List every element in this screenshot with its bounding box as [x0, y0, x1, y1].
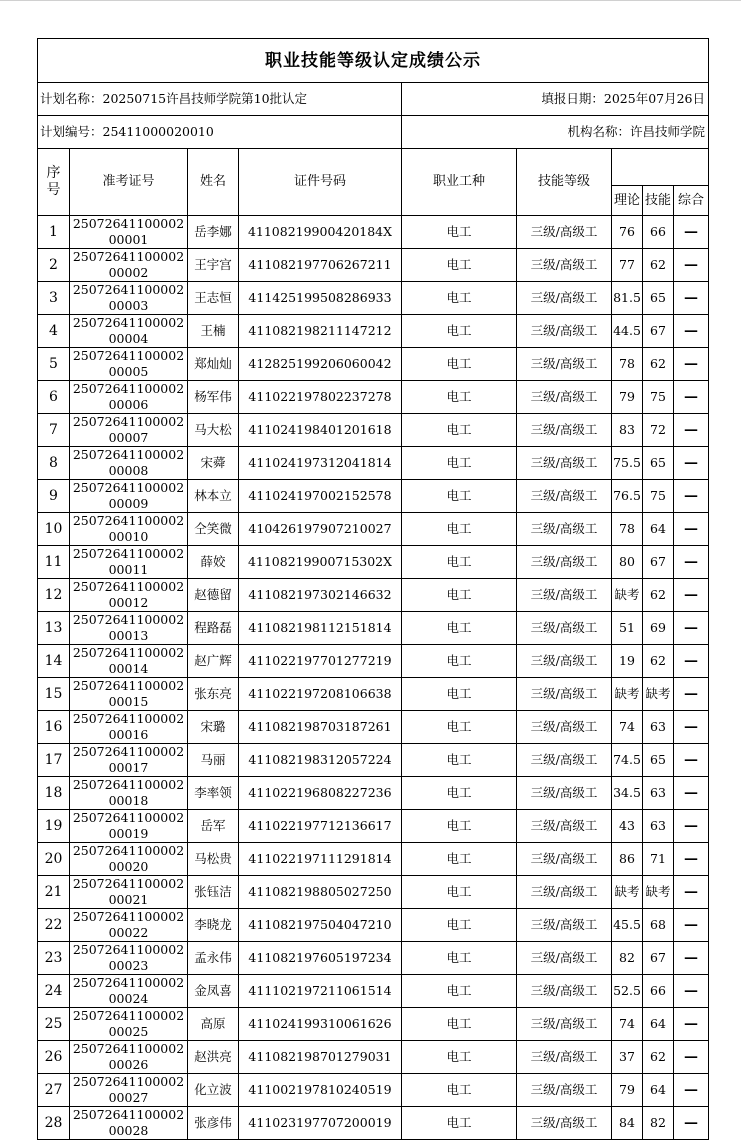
row-exam-no: 2507264110000200011 [70, 546, 188, 579]
row-id-no: 411024197312041814 [239, 447, 402, 480]
header-level: 技能等级 [517, 149, 612, 216]
row-exam-no: 2507264110000200021 [70, 876, 188, 909]
row-id-no: 411082198211147212 [239, 315, 402, 348]
row-overall: — [674, 546, 709, 579]
row-skill: 66 [643, 216, 674, 249]
row-theory: 84 [612, 1107, 643, 1140]
row-seq: 14 [38, 645, 70, 678]
table-row [38, 678, 709, 711]
table-row [38, 513, 709, 546]
row-id-no: 411082197605197234 [239, 942, 402, 975]
table-row [38, 579, 709, 612]
row-skill: 62 [643, 1041, 674, 1074]
row-overall: — [674, 480, 709, 513]
row-theory: 51 [612, 612, 643, 645]
table-row [38, 711, 709, 744]
row-name: 化立波 [188, 1074, 239, 1107]
row-name: 马丽 [188, 744, 239, 777]
header-score-group [612, 149, 709, 186]
row-theory: 74.5 [612, 744, 643, 777]
row-level: 三级/高级工 [517, 447, 612, 480]
row-seq: 24 [38, 975, 70, 1008]
row-level: 三级/高级工 [517, 282, 612, 315]
row-overall: — [674, 711, 709, 744]
table-row [38, 810, 709, 843]
row-overall: — [674, 348, 709, 381]
row-id-no: 411024197002152578 [239, 480, 402, 513]
row-overall: — [674, 579, 709, 612]
row-seq: 27 [38, 1074, 70, 1107]
row-theory: 43 [612, 810, 643, 843]
row-exam-no: 2507264110000200001 [70, 216, 188, 249]
table-row [38, 546, 709, 579]
row-level: 三级/高级工 [517, 843, 612, 876]
row-occupation: 电工 [402, 711, 517, 744]
table-row [38, 1008, 709, 1041]
row-level: 三级/高级工 [517, 711, 612, 744]
row-skill: 68 [643, 909, 674, 942]
table-row [38, 744, 709, 777]
row-overall: — [674, 909, 709, 942]
row-name: 赵洪亮 [188, 1041, 239, 1074]
row-occupation: 电工 [402, 579, 517, 612]
table-row [38, 216, 709, 249]
row-theory: 75.5 [612, 447, 643, 480]
row-occupation: 电工 [402, 1041, 517, 1074]
header-id-no: 证件号码 [239, 149, 402, 216]
header-overall: 综合 [674, 186, 709, 216]
table-row [38, 909, 709, 942]
fill-date: 填报日期：2025年07月26日 [402, 83, 709, 116]
row-name: 王志恒 [188, 282, 239, 315]
row-theory: 缺考 [612, 876, 643, 909]
row-level: 三级/高级工 [517, 645, 612, 678]
row-overall: — [674, 513, 709, 546]
row-occupation: 电工 [402, 447, 517, 480]
row-level: 三级/高级工 [517, 909, 612, 942]
row-skill: 62 [643, 645, 674, 678]
row-occupation: 电工 [402, 216, 517, 249]
table-row [38, 447, 709, 480]
row-name: 李率领 [188, 777, 239, 810]
row-id-no: 411002197810240519 [239, 1074, 402, 1107]
row-exam-no: 2507264110000200028 [70, 1107, 188, 1140]
row-exam-no: 2507264110000200020 [70, 843, 188, 876]
row-occupation: 电工 [402, 381, 517, 414]
row-skill: 63 [643, 777, 674, 810]
row-overall: — [674, 381, 709, 414]
row-occupation: 电工 [402, 678, 517, 711]
row-occupation: 电工 [402, 249, 517, 282]
row-overall: — [674, 282, 709, 315]
table-row [38, 777, 709, 810]
row-skill: 65 [643, 282, 674, 315]
row-seq: 5 [38, 348, 70, 381]
row-overall: — [674, 612, 709, 645]
row-id-no: 411082198701279031 [239, 1041, 402, 1074]
row-occupation: 电工 [402, 744, 517, 777]
row-skill: 67 [643, 942, 674, 975]
row-occupation: 电工 [402, 315, 517, 348]
row-seq: 25 [38, 1008, 70, 1041]
row-name: 张钰洁 [188, 876, 239, 909]
table-row [38, 249, 709, 282]
row-level: 三级/高级工 [517, 1107, 612, 1140]
row-occupation: 电工 [402, 1074, 517, 1107]
row-theory: 19 [612, 645, 643, 678]
row-overall: — [674, 843, 709, 876]
row-level: 三级/高级工 [517, 414, 612, 447]
row-theory: 44.5 [612, 315, 643, 348]
row-theory: 52.5 [612, 975, 643, 1008]
row-id-no: 411082198112151814 [239, 612, 402, 645]
row-level: 三级/高级工 [517, 348, 612, 381]
row-level: 三级/高级工 [517, 546, 612, 579]
row-theory: 80 [612, 546, 643, 579]
table-row [38, 1074, 709, 1107]
row-name: 张东亮 [188, 678, 239, 711]
row-occupation: 电工 [402, 414, 517, 447]
table-row [38, 843, 709, 876]
row-level: 三级/高级工 [517, 810, 612, 843]
row-overall: — [674, 1107, 709, 1140]
row-level: 三级/高级工 [517, 315, 612, 348]
row-seq: 19 [38, 810, 70, 843]
row-theory: 45.5 [612, 909, 643, 942]
row-id-no: 411102197211061514 [239, 975, 402, 1008]
row-skill: 64 [643, 1008, 674, 1041]
row-skill: 缺考 [643, 678, 674, 711]
table-row [38, 876, 709, 909]
row-name: 岳李娜 [188, 216, 239, 249]
row-level: 三级/高级工 [517, 249, 612, 282]
row-exam-no: 2507264110000200016 [70, 711, 188, 744]
row-name: 仝笑微 [188, 513, 239, 546]
row-skill: 67 [643, 546, 674, 579]
row-overall: — [674, 249, 709, 282]
row-level: 三级/高级工 [517, 678, 612, 711]
row-exam-no: 2507264110000200022 [70, 909, 188, 942]
row-exam-no: 2507264110000200017 [70, 744, 188, 777]
row-name: 林本立 [188, 480, 239, 513]
row-id-no: 411024199310061626 [239, 1008, 402, 1041]
row-name: 赵广辉 [188, 645, 239, 678]
row-name: 郑灿灿 [188, 348, 239, 381]
row-name: 宋蕣 [188, 447, 239, 480]
plan-number: 计划编号：25411000020010 [38, 116, 402, 149]
row-exam-no: 2507264110000200024 [70, 975, 188, 1008]
row-exam-no: 2507264110000200019 [70, 810, 188, 843]
row-seq: 22 [38, 909, 70, 942]
row-id-no: 411022197712136617 [239, 810, 402, 843]
row-skill: 71 [643, 843, 674, 876]
page-title: 职业技能等级认定成绩公示 [38, 39, 709, 83]
row-exam-no: 2507264110000200010 [70, 513, 188, 546]
row-theory: 81.5 [612, 282, 643, 315]
table-row [38, 942, 709, 975]
row-occupation: 电工 [402, 645, 517, 678]
row-skill: 63 [643, 711, 674, 744]
row-exam-no: 2507264110000200007 [70, 414, 188, 447]
row-name: 宋璐 [188, 711, 239, 744]
row-theory: 78 [612, 513, 643, 546]
row-skill: 63 [643, 810, 674, 843]
row-name: 王宇宫 [188, 249, 239, 282]
row-occupation: 电工 [402, 348, 517, 381]
row-level: 三级/高级工 [517, 216, 612, 249]
row-level: 三级/高级工 [517, 942, 612, 975]
row-skill: 67 [643, 315, 674, 348]
row-occupation: 电工 [402, 612, 517, 645]
row-seq: 12 [38, 579, 70, 612]
row-exam-no: 2507264110000200012 [70, 579, 188, 612]
row-theory: 77 [612, 249, 643, 282]
row-overall: — [674, 777, 709, 810]
row-seq: 26 [38, 1041, 70, 1074]
row-theory: 79 [612, 1074, 643, 1107]
row-theory: 缺考 [612, 579, 643, 612]
row-overall: — [674, 1041, 709, 1074]
row-occupation: 电工 [402, 909, 517, 942]
row-level: 三级/高级工 [517, 1041, 612, 1074]
row-exam-no: 2507264110000200006 [70, 381, 188, 414]
row-exam-no: 2507264110000200002 [70, 249, 188, 282]
row-overall: — [674, 678, 709, 711]
row-exam-no: 2507264110000200008 [70, 447, 188, 480]
row-seq: 23 [38, 942, 70, 975]
row-exam-no: 2507264110000200005 [70, 348, 188, 381]
row-exam-no: 2507264110000200015 [70, 678, 188, 711]
row-seq: 10 [38, 513, 70, 546]
header-theory: 理论 [612, 186, 643, 216]
header-seq-label: 序号 [46, 165, 61, 198]
row-overall: — [674, 744, 709, 777]
table-row [38, 480, 709, 513]
table-row [38, 282, 709, 315]
row-id-no: 410426197907210027 [239, 513, 402, 546]
row-skill: 75 [643, 381, 674, 414]
row-seq: 13 [38, 612, 70, 645]
row-overall: — [674, 975, 709, 1008]
row-overall: — [674, 1008, 709, 1041]
row-theory: 78 [612, 348, 643, 381]
row-id-no: 411082197504047210 [239, 909, 402, 942]
row-level: 三级/高级工 [517, 1008, 612, 1041]
row-skill: 62 [643, 249, 674, 282]
row-exam-no: 2507264110000200026 [70, 1041, 188, 1074]
row-id-no: 411022196808227236 [239, 777, 402, 810]
row-seq: 6 [38, 381, 70, 414]
row-level: 三级/高级工 [517, 1074, 612, 1107]
row-name: 王楠 [188, 315, 239, 348]
table-row [38, 315, 709, 348]
row-name: 高原 [188, 1008, 239, 1041]
row-theory: 76 [612, 216, 643, 249]
row-skill: 75 [643, 480, 674, 513]
row-name: 马松贵 [188, 843, 239, 876]
row-theory: 37 [612, 1041, 643, 1074]
top-divider [0, 0, 741, 1]
row-name: 马大松 [188, 414, 239, 447]
row-id-no: 411425199508286933 [239, 282, 402, 315]
row-skill: 66 [643, 975, 674, 1008]
row-overall: — [674, 876, 709, 909]
row-overall: — [674, 447, 709, 480]
row-theory: 34.5 [612, 777, 643, 810]
row-seq: 11 [38, 546, 70, 579]
row-exam-no: 2507264110000200027 [70, 1074, 188, 1107]
row-seq: 1 [38, 216, 70, 249]
row-id-no: 411023197707200019 [239, 1107, 402, 1140]
row-occupation: 电工 [402, 282, 517, 315]
score-table [37, 38, 709, 1140]
row-exam-no: 2507264110000200003 [70, 282, 188, 315]
row-overall: — [674, 216, 709, 249]
row-name: 赵德留 [188, 579, 239, 612]
row-level: 三级/高级工 [517, 579, 612, 612]
row-seq: 3 [38, 282, 70, 315]
row-id-no: 41108219900715302X [239, 546, 402, 579]
row-id-no: 411082197706267211 [239, 249, 402, 282]
row-seq: 18 [38, 777, 70, 810]
row-occupation: 电工 [402, 942, 517, 975]
row-seq: 4 [38, 315, 70, 348]
row-occupation: 电工 [402, 843, 517, 876]
row-exam-no: 2507264110000200013 [70, 612, 188, 645]
row-name: 薛姣 [188, 546, 239, 579]
row-exam-no: 2507264110000200004 [70, 315, 188, 348]
header-name: 姓名 [188, 149, 239, 216]
row-skill: 缺考 [643, 876, 674, 909]
row-name: 孟永伟 [188, 942, 239, 975]
row-overall: — [674, 1074, 709, 1107]
row-name: 杨军伟 [188, 381, 239, 414]
row-name: 李晓龙 [188, 909, 239, 942]
row-seq: 21 [38, 876, 70, 909]
row-id-no: 411082198805027250 [239, 876, 402, 909]
table-row [38, 645, 709, 678]
row-name: 金凤喜 [188, 975, 239, 1008]
row-skill: 65 [643, 744, 674, 777]
row-id-no: 411082197302146632 [239, 579, 402, 612]
row-level: 三级/高级工 [517, 744, 612, 777]
row-overall: — [674, 414, 709, 447]
row-id-no: 411022197208106638 [239, 678, 402, 711]
row-occupation: 电工 [402, 810, 517, 843]
row-skill: 64 [643, 513, 674, 546]
row-seq: 2 [38, 249, 70, 282]
plan-name: 计划名称：20250715许昌技师学院第10批认定 [38, 83, 402, 116]
row-theory: 74 [612, 1008, 643, 1041]
row-id-no: 411022197802237278 [239, 381, 402, 414]
row-skill: 72 [643, 414, 674, 447]
row-seq: 16 [38, 711, 70, 744]
row-seq: 17 [38, 744, 70, 777]
table-row [38, 975, 709, 1008]
row-theory: 86 [612, 843, 643, 876]
table-row [38, 612, 709, 645]
row-theory: 79 [612, 381, 643, 414]
row-exam-no: 2507264110000200023 [70, 942, 188, 975]
row-id-no: 411082198703187261 [239, 711, 402, 744]
row-name: 岳军 [188, 810, 239, 843]
row-id-no: 412825199206060042 [239, 348, 402, 381]
row-seq: 8 [38, 447, 70, 480]
row-occupation: 电工 [402, 480, 517, 513]
table-row [38, 414, 709, 447]
row-id-no: 411022197111291814 [239, 843, 402, 876]
row-level: 三级/高级工 [517, 513, 612, 546]
row-skill: 62 [643, 579, 674, 612]
row-level: 三级/高级工 [517, 612, 612, 645]
row-theory: 74 [612, 711, 643, 744]
row-exam-no: 2507264110000200018 [70, 777, 188, 810]
header-occupation: 职业工种 [402, 149, 517, 216]
row-exam-no: 2507264110000200025 [70, 1008, 188, 1041]
row-theory: 76.5 [612, 480, 643, 513]
row-level: 三级/高级工 [517, 381, 612, 414]
row-overall: — [674, 810, 709, 843]
org-name: 机构名称：许昌技师学院 [402, 116, 709, 149]
row-overall: — [674, 942, 709, 975]
row-skill: 62 [643, 348, 674, 381]
row-theory: 83 [612, 414, 643, 447]
row-occupation: 电工 [402, 1107, 517, 1140]
row-level: 三级/高级工 [517, 777, 612, 810]
row-id-no: 411022197701277219 [239, 645, 402, 678]
row-seq: 15 [38, 678, 70, 711]
row-occupation: 电工 [402, 513, 517, 546]
row-occupation: 电工 [402, 1008, 517, 1041]
row-skill: 69 [643, 612, 674, 645]
row-id-no: 411082198312057224 [239, 744, 402, 777]
row-seq: 7 [38, 414, 70, 447]
row-exam-no: 2507264110000200009 [70, 480, 188, 513]
row-skill: 82 [643, 1107, 674, 1140]
row-theory: 82 [612, 942, 643, 975]
row-occupation: 电工 [402, 546, 517, 579]
row-name: 程路磊 [188, 612, 239, 645]
row-occupation: 电工 [402, 876, 517, 909]
table-row [38, 348, 709, 381]
row-occupation: 电工 [402, 975, 517, 1008]
row-level: 三级/高级工 [517, 975, 612, 1008]
row-id-no: 411024198401201618 [239, 414, 402, 447]
row-overall: — [674, 315, 709, 348]
row-id-no: 41108219900420184X [239, 216, 402, 249]
row-overall: — [674, 645, 709, 678]
row-seq: 9 [38, 480, 70, 513]
row-occupation: 电工 [402, 777, 517, 810]
row-seq: 28 [38, 1107, 70, 1140]
header-skill: 技能 [643, 186, 674, 216]
table-row [38, 1041, 709, 1074]
row-seq: 20 [38, 843, 70, 876]
table-row [38, 1107, 709, 1140]
row-level: 三级/高级工 [517, 480, 612, 513]
row-exam-no: 2507264110000200014 [70, 645, 188, 678]
header-exam-no: 准考证号 [70, 149, 188, 216]
table-row [38, 381, 709, 414]
row-theory: 缺考 [612, 678, 643, 711]
row-skill: 64 [643, 1074, 674, 1107]
row-skill: 65 [643, 447, 674, 480]
row-name: 张彦伟 [188, 1107, 239, 1140]
row-level: 三级/高级工 [517, 876, 612, 909]
header-seq [38, 149, 70, 216]
